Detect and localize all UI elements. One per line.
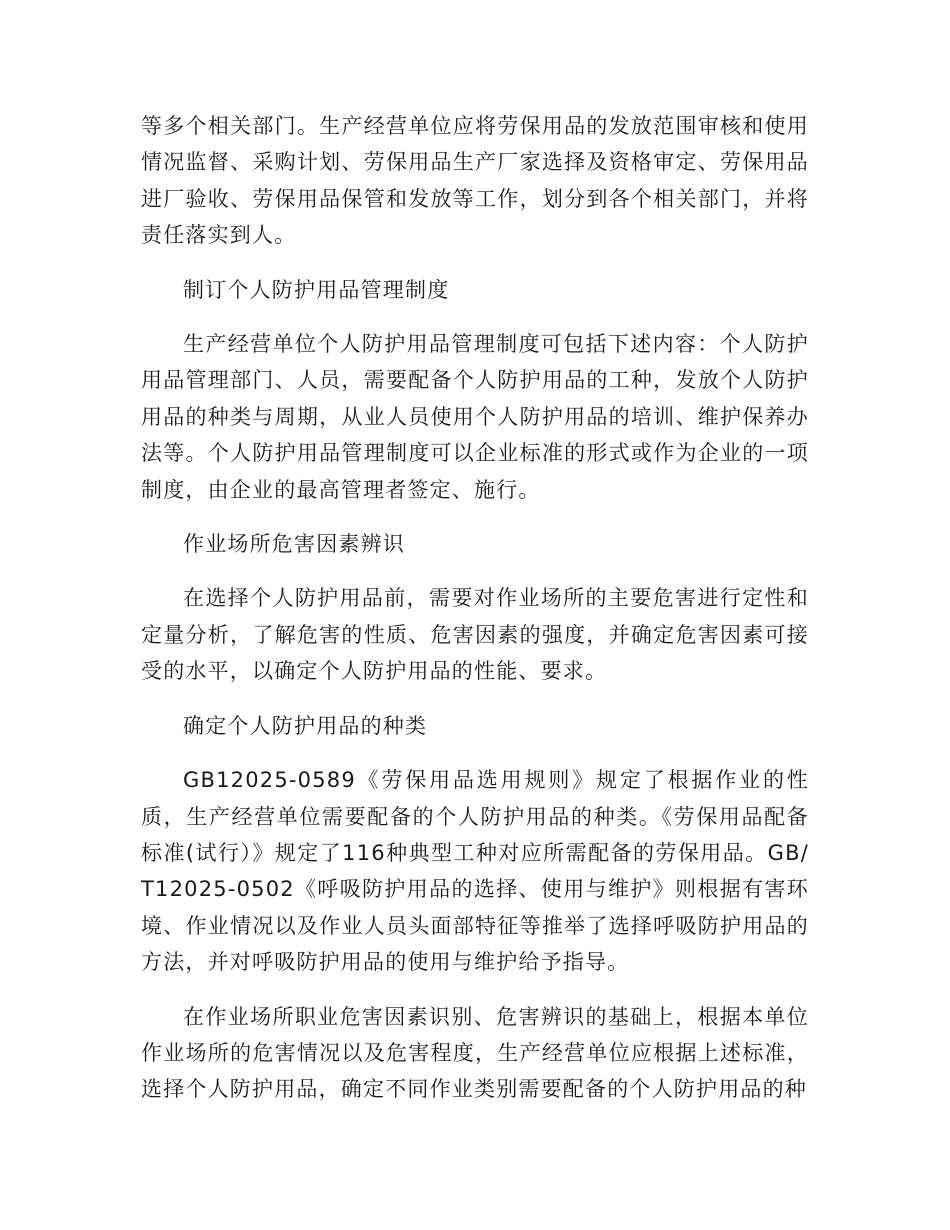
- paragraph-continued: 等多个相关部门。生产经营单位应将劳保用品的发放范围审核和使用情况监督、采购计划、劳保用品生产厂家选择及资格审定、劳保用品进厂验收、劳保用品保管和发放等工作，划分到各个相关部门，并将责任落实到人。: [141, 114, 809, 248]
- section-heading-management-system: 制订个人防护用品管理制度: [183, 277, 450, 302]
- paragraph-hazard-identification: 在选择个人防护用品前，需要对作业场所的主要危害进行定性和定量分析，了解危害的性质、危害因素的强度，并确定危害因素可接受的水平，以确定个人防护用品的性能、要求。: [141, 586, 809, 684]
- section-heading-equipment-types: 确定个人防护用品的种类: [183, 713, 428, 738]
- paragraph-standards: GB12025-0589《劳保用品选用规则》规定了根据作业的性质，生产经营单位需要配备的个人防护用品的种类。《劳保用品配备标准(试行）》规定了116种典型工种对应所需配备的劳保用品。GB/T12025-0502《呼吸防护用品的选择、使用与维护》则根据有害环境、作业情况以及作业人员头面部特征等推举了选择呼吸防护用品的方法，并对呼吸防护用品的使用与维护给予指导。: [141, 768, 809, 975]
- paragraph-selection: 在作业场所职业危害因素识别、危害辨识的基础上，根据本单位作业场所的危害情况以及危害程度，生产经营单位应根据上述标准，选择个人防护用品，确定不同作业类别需要配备的个人防护用品的种: [141, 1004, 809, 1102]
- paragraph-management-system: 生产经营单位个人防护用品管理制度可包括下述内容：个人防护用品管理部门、人员，需要配备个人防护用品的工种，发放个人防护用品的种类与周期，从业人员使用个人防护用品的培训、维护保养办法等。个人防护用品管理制度可以企业标准的形式或作为企业的一项制度，由企业的最高管理者签定、施行。: [141, 332, 809, 502]
- section-heading-hazard-identification: 作业场所危害因素辨识: [183, 532, 405, 557]
- document-body: [141, 108, 809, 1126]
